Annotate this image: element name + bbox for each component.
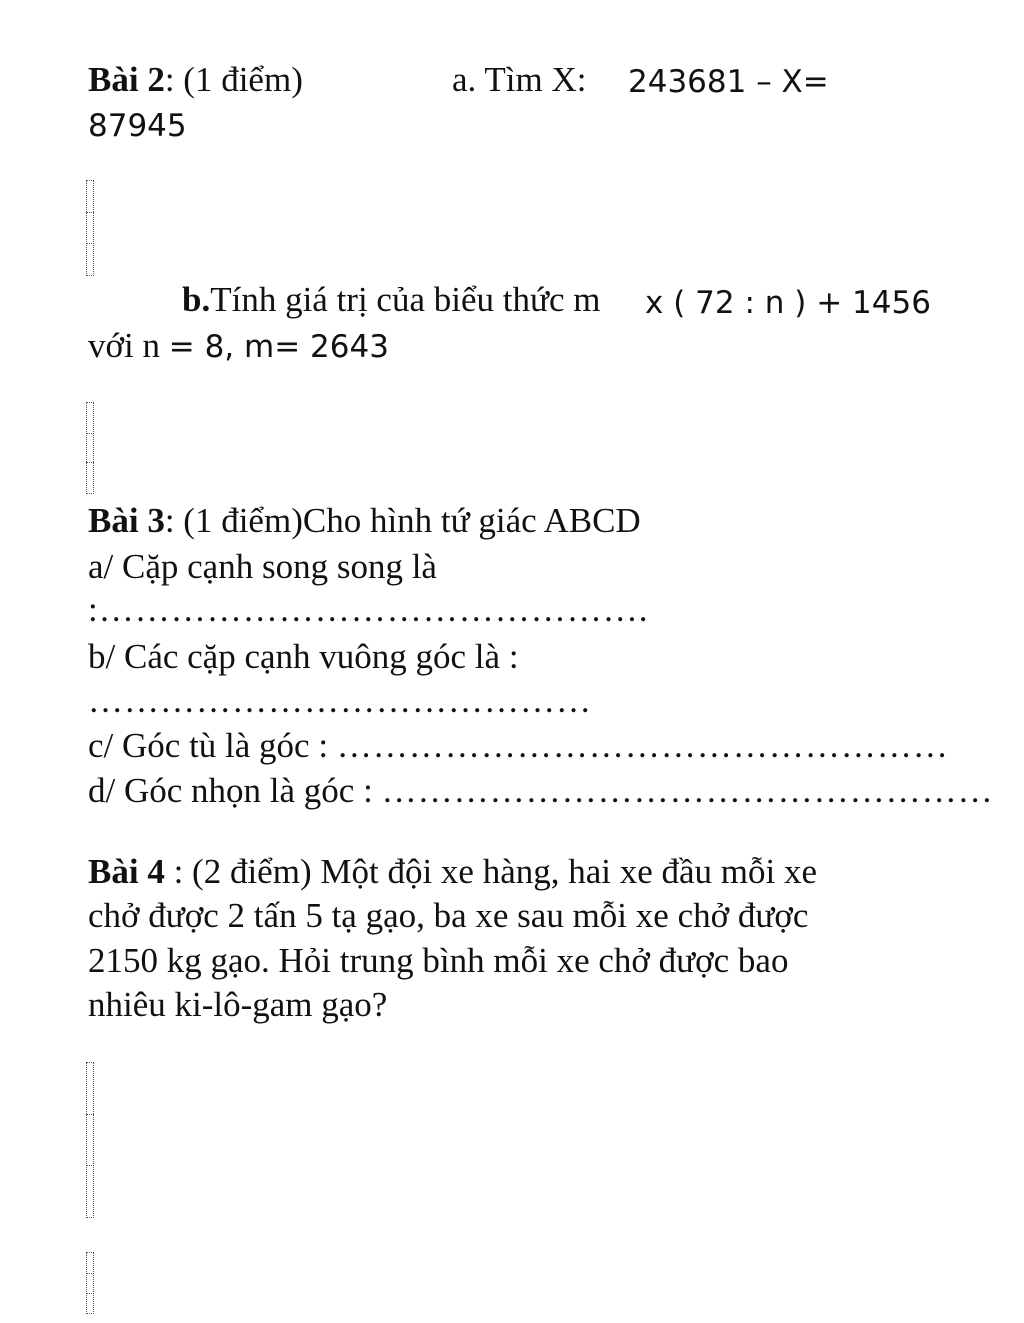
bai4-line-4: nhiêu ki-lô-gam gạo? [88, 985, 388, 1024]
answer-space-marker [86, 1062, 94, 1218]
bai2-part-b-given-prefix: với n [88, 326, 160, 365]
bai3-heading: Bài 3 [88, 501, 165, 540]
bai3-c-blank: …………………………………………… [336, 726, 949, 765]
bai3-title: : (1 điểm)Cho hình tứ giác ABCD [164, 501, 641, 540]
bai3-c-line [88, 724, 949, 768]
bai3-a-blank: :………………………………………. [88, 590, 649, 629]
bai2-part-b-text: Tính giá trị của biểu thức m [210, 280, 601, 319]
bai3-d-line [88, 769, 994, 813]
bai2-score: : (1 điểm) [164, 60, 303, 99]
bai2-part-b-given: = 8, m= 2643 [168, 329, 389, 365]
bai2-heading: Bài 2 [88, 60, 165, 99]
answer-space-marker [86, 1252, 94, 1314]
bai3-a-text: a/ Cặp cạnh song song là [88, 547, 437, 586]
bai2-part-a-label: a. Tìm X: [452, 60, 587, 99]
bai2-part-b-label: b. [182, 280, 211, 319]
bai4-line-3: 2150 kg gạo. Hỏi trung bình mỗi xe chở được bao [88, 941, 789, 980]
bai2-part-b-expr: x ( 72 : n ) + 1456 [645, 285, 931, 321]
bai3-c-text: c/ Góc tù là góc : [88, 726, 329, 765]
bai2-part-a-value: 87945 [88, 108, 187, 144]
answer-space-marker [86, 180, 94, 276]
bai2-part-a-expr: 243681 – X= [628, 64, 829, 100]
bai2-heading-line [88, 58, 303, 102]
answer-space-marker [86, 402, 94, 494]
bai3-d-blank: …………………………………………… [381, 771, 994, 810]
bai4-line-2: chở được 2 tấn 5 tạ gạo, ba xe sau mỗi xe chở được [88, 896, 809, 935]
bai3-b-text: b/ Các cặp cạnh vuông góc là : [88, 637, 519, 676]
bai4-heading: Bài 4 [88, 852, 165, 891]
bai2-part-b-line [182, 278, 600, 322]
bai3-b-blank: …………………………………… [88, 681, 592, 720]
bai2-part-b-given-line [88, 324, 389, 369]
bai3-heading-line [88, 499, 641, 543]
bai4-line-1: Bài 4 : (2 điểm) Một đội xe hàng, hai xe đầu mỗi xe [88, 852, 818, 891]
bai3-d-text: d/ Góc nhọn là góc : [88, 771, 373, 810]
